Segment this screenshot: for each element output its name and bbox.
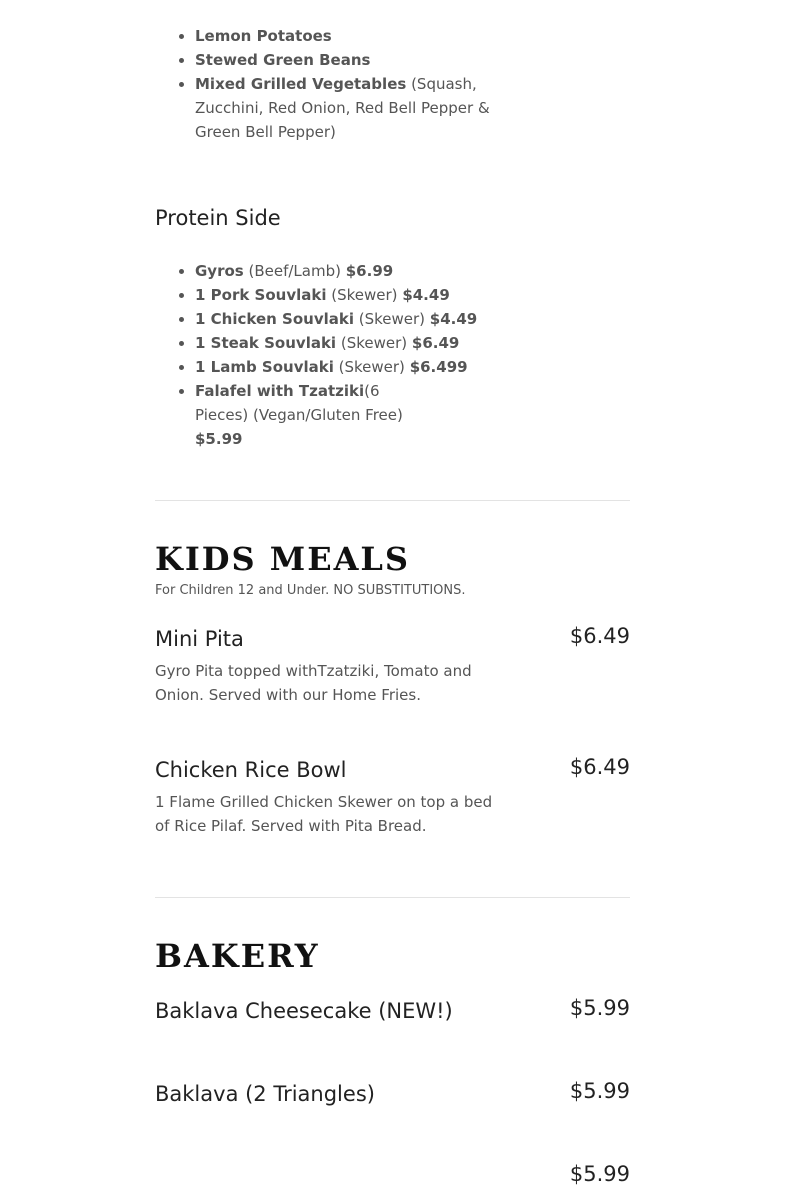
protein-name: Gyros <box>195 262 244 280</box>
protein-price: $4.49 <box>402 286 450 304</box>
list-item <box>195 355 495 379</box>
protein-detail: (Skewer) <box>333 358 410 376</box>
list-item <box>195 72 495 144</box>
protein-price: $5.99 <box>195 430 243 448</box>
list-item <box>195 48 495 72</box>
item-price: $5.99 <box>569 996 630 1020</box>
section-divider <box>155 500 630 501</box>
item-name: Baklava (2 Triangles) <box>155 1082 375 1106</box>
menu-item-baklava-cheesecake <box>155 997 630 1025</box>
item-price: $5.99 <box>569 1079 630 1103</box>
protein-name: 1 Chicken Souvlaki <box>195 310 354 328</box>
list-item <box>195 379 435 451</box>
item-price: $5.99 <box>569 1162 630 1186</box>
menu-item-baklava <box>155 1080 630 1108</box>
protein-detail: (Skewer) <box>326 286 403 304</box>
protein-name: 1 Pork Souvlaki <box>195 286 327 304</box>
list-item <box>195 331 495 355</box>
list-item <box>195 24 495 48</box>
protein-price: $6.49 <box>411 334 460 352</box>
protein-detail: (Skewer) <box>336 334 412 352</box>
protein-name: 1 Lamb Souvlaki <box>195 358 334 376</box>
menu-item-mini-pita <box>155 625 630 707</box>
protein-detail: (Skewer) <box>353 310 430 328</box>
item-name: Mini Pita <box>155 627 244 651</box>
side-name: Lemon Potatoes <box>195 27 332 45</box>
list-item <box>195 307 495 331</box>
menu-item-chicken-rice-bowl <box>155 756 630 838</box>
list-item <box>195 283 495 307</box>
item-price: $6.49 <box>569 755 630 779</box>
kids-meals-note: For Children 12 and Under. NO SUBSTITUTIONS. <box>155 583 466 598</box>
item-description: Gyro Pita topped withTzatziki, Tomato and Onion. Served with our Home Fries. <box>155 662 472 704</box>
kids-meals-heading: KIDS MEALS <box>155 540 411 578</box>
protein-name: Falafel with Tzatziki <box>195 382 365 400</box>
protein-side-title: Protein Side <box>155 206 281 230</box>
protein-price: $6.499 <box>409 358 468 376</box>
section-divider <box>155 897 630 898</box>
item-name: Baklava Cheesecake (NEW!) <box>155 999 453 1023</box>
side-detail: (Squash, Zucchini, Red Onion, Red Bell Pepper & Green Bell Pepper) <box>195 75 490 141</box>
protein-name: 1 Steak Souvlaki <box>195 334 337 352</box>
bakery-heading: BAKERY <box>155 937 320 975</box>
sides-list <box>155 24 495 144</box>
item-price: $6.49 <box>569 624 630 648</box>
protein-detail: (Beef/Lamb) <box>243 262 346 280</box>
side-name: Stewed Green Beans <box>195 51 371 69</box>
protein-detail: (6 Pieces) (Vegan/Gluten Free) <box>195 382 403 424</box>
protein-price: $4.49 <box>429 310 478 328</box>
item-name: Chicken Rice Bowl <box>155 758 347 782</box>
protein-side-list <box>155 259 495 451</box>
protein-price: $6.99 <box>345 262 394 280</box>
list-item <box>195 259 495 283</box>
side-name: Mixed Grilled Vegetables <box>195 75 407 93</box>
item-description: 1 Flame Grilled Chicken Skewer on top a bed of Rice Pilaf. Served with Pita Bread. <box>155 793 493 835</box>
